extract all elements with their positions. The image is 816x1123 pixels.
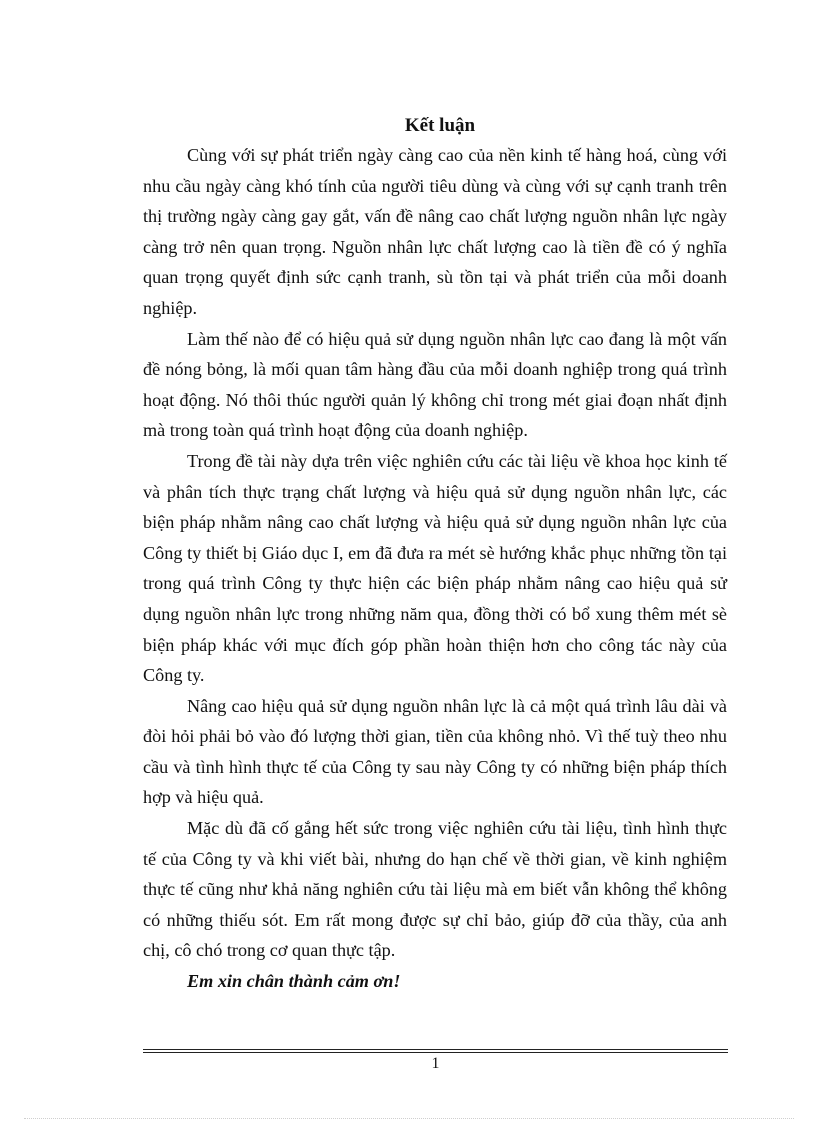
paragraph-4: Nâng cao hiệu quả sử dụng nguồn nhân lực là cả một quá trình lâu dài và đòi hỏi phải bỏ vào đó lượng thời gian, tiền của không nhỏ. Vì thế tuỳ theo nhu cầu và tình hình thực tế của Công ty sau này Công ty có những biện pháp thích hợp và hiệu quả. [143,695,727,808]
footer-rule-top [143,1049,728,1050]
document-body [143,140,727,997]
footer-rule-bottom [143,1052,728,1053]
paragraph-2: Làm thế nào để có hiệu quả sử dụng nguồn nhân lực cao đang là một vấn đề nóng bỏng, là mối quan tâm hàng đầu của mỗi doanh nghiệp trong quá trình hoạt động. Nó thôi thúc người quản lý không chỉ trong mét giai đoạn nhất định mà trong toàn quá trình hoạt động của doanh nghiệp. [143,328,727,441]
closing-line: Em xin chân thành cảm ơn! [187,971,401,992]
paragraph-3: Trong đề tài này dựa trên việc nghiên cứu các tài liệu về khoa học kinh tế và phân tích thực trạng chất lượng và hiệu quả sử dụng nguồn nhân lực, các biện pháp nhằm nâng cao chất lượng và hiệu quả sử dụng nguồn nhân lực của Công ty thiết bị Giáo dục I, em đã đưa ra mét sè hướng khắc phục những tồn tại trong quá trình Công ty thực hiện các biện pháp nhằm nâng cao hiệu quả sử dụng nguồn nhân lực trong những năm qua, đồng thời có bổ xung thêm mét sè biện pháp khác với mục đích góp phần hoàn thiện hơn cho công tác này của Công ty. [143,450,727,686]
page-number: 1 [431,1055,440,1072]
paragraph-5: Mặc dù đã cố gắng hết sức trong việc nghiên cứu tài liệu, tình hình thực tế của Công ty và khi viết bài, nhưng do hạn chế về thời gian, về kinh nghiệm thực tế cũng như khả năng nghiên cứu tài liệu mà em biết vẫn không thể không có những thiếu sót. Em rất mong được sự chỉ bảo, giúp đỡ của thầy, của anh chị, cô chó trong cơ quan thực tập. [143,818,727,961]
paragraph-1: Cùng với sự phát triển ngày càng cao của nền kinh tế hàng hoá, cùng với nhu cầu ngày càng khó tính của người tiêu dùng và cùng với sự cạnh tranh trên thị trường ngày càng gay gắt, vấn đề nâng cao chất lượng nguồn nhân lực ngày càng trở nên quan trọng. Nguồn nhân lực chất lượng cao là tiền đề có ý nghĩa quan trọng quyết định sức cạnh tranh, sù tồn tại và phát triển của mỗi doanh nghiệp. [143,145,727,318]
page-title: Kết luận [404,115,476,136]
page-edge-divider [24,1118,794,1119]
